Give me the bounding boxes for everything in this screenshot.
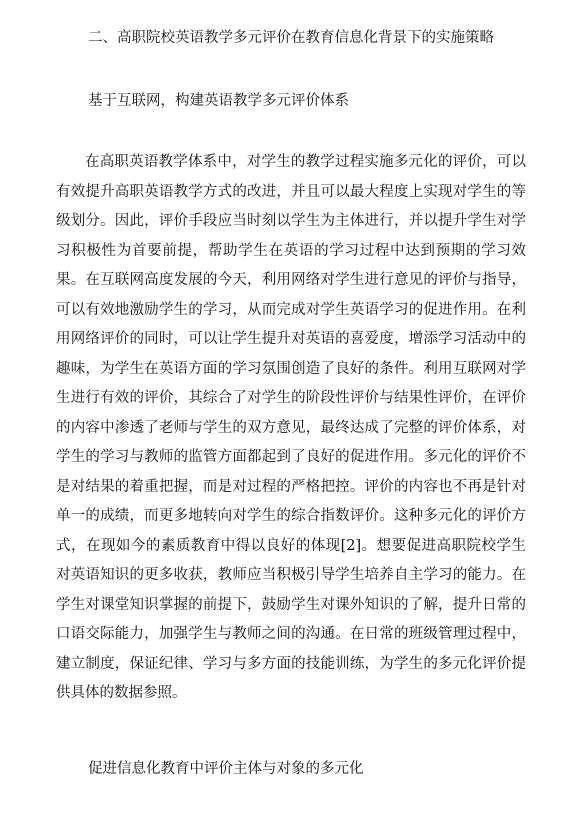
section-title: 二、高职院校英语教学多元评价在教育信息化背景下的实施策略	[88, 30, 494, 46]
subsection-heading-evaluation-subjects: 促进信息化教育中评价主体与对象的多元化	[88, 761, 364, 777]
body-paragraph: 在高职英语教学体系中，对学生的教学过程实施多元化的评价，可以有效提升高职英语教学方式的改进，并且可以最大程度上实现对学生的等级划分。因此，评价手段应当时刻以学生为主体进行，并以提升学生对学习积极性为首要前提，帮助学生在英语的学习过程中达到预期的学习效果。在互联网高度发展的今天，利用网络对学生进行意见的评价与指导，可以有效地激励学生的学习，从而完成对学生英语学习的促进作用。在利用网络评价的同时，可以让学生提升对英语的喜爱度，增添学习活动中的趣味，为学生在英语方面的学习氛围创造了良好的条件。利用互联网对学生进行有效的评价，其综合了对学生的阶段性评价与结果性评价，在评价的内容中渗透了老师与学生的双方意见，最终达成了完整的评价体系，对学生的学习与教师的监管方面都起到了良好的促进作用。多元化的评价不是对结果的着重把握，而是对过程的严格把控。评价的内容也不再是针对单一的成绩，而更多地转向对学生的综合指数评价。这种多元化的评价方式，在现如今的素质教育中得以良好的体现[2]。想要促进高职院校学生对英语知识的更多收获，教师应当积极引导学生培养自主学习的能力。在学生对课堂知识掌握的前提下，鼓励学生对课外知识的了解，提升日常的口语交际能力，加强学生与教师之间的沟通。在日常的班级管理过程中，建立制度，保证纪律、学习与多方面的技能训练，为学生的多元化评价提供具体的数据参照。	[56, 154, 526, 701]
subsection-heading-internet-evaluation: 基于互联网，构建英语教学多元评价体系	[88, 93, 349, 109]
